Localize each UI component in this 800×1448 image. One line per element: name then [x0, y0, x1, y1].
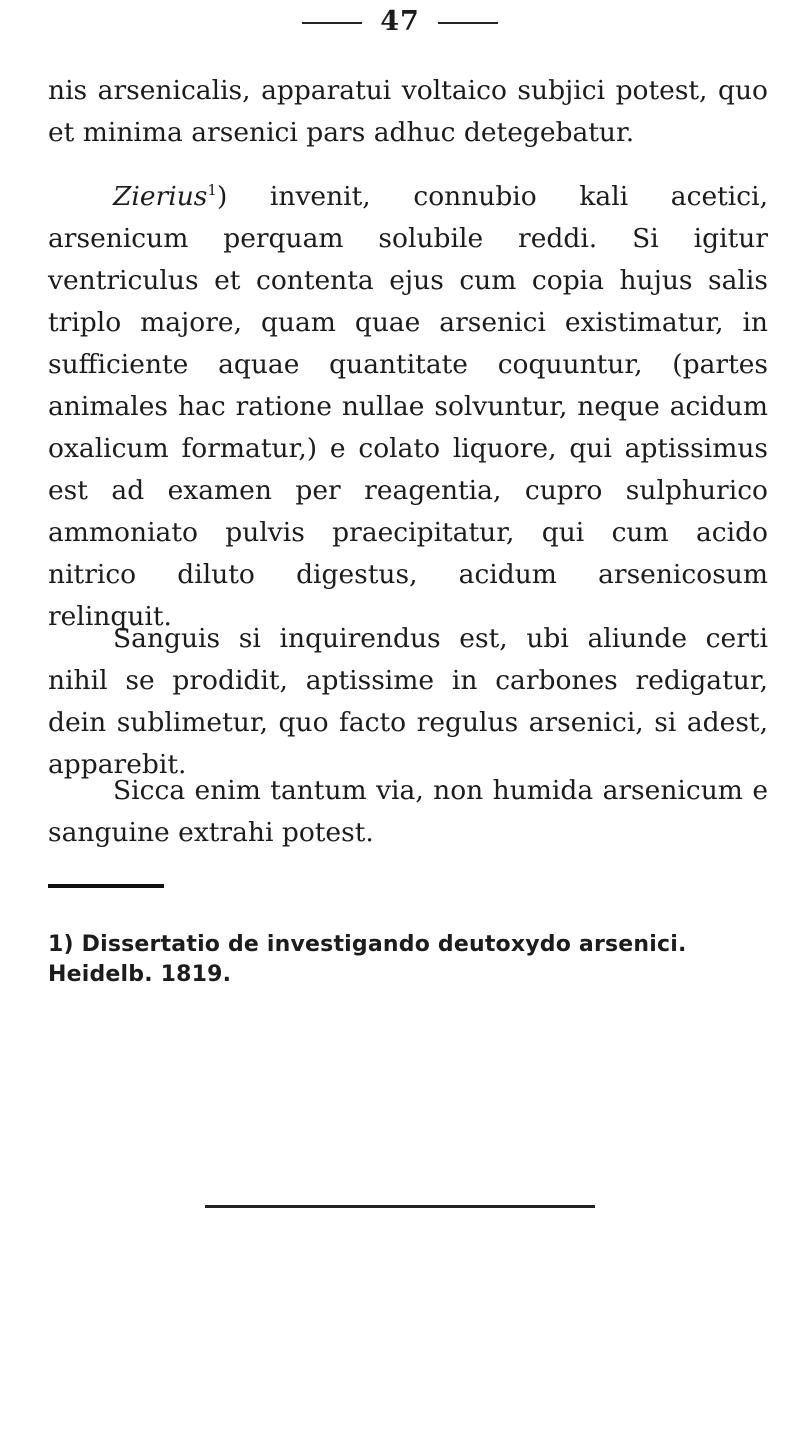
paragraph-3: Sanguis si inquirendus est, ubi aliunde certi nihil se prodidit, aptissime in carbones redigatur, dein sublimetur, quo facto regulus arsenici, si adest, apparebit.: [48, 623, 768, 780]
page-number: 47: [380, 6, 420, 37]
footnote-ref: 1: [207, 181, 217, 200]
paragraph-2-text: ) invenit, connubio kali acetici, arsenicum perquam solubile reddi. Si igitur ventriculus et contenta ejus cum copia hujus salis triplo majore, quam quae arsenici existimatur, in sufficiente aquae quantitate coquuntur, (partes animales hac ratione nullae solvuntur, neque acidum oxalicum formatur,) e colato liquore, qui aptissimus est ad examen per reagentia, cupro sulphurico ammoniato pulvis praecipitatur, qui cum acido nitrico diluto digestus, acidum arsenicosum relinquit.: [48, 181, 768, 632]
paragraph-1: nis arsenicalis, apparatui voltaico subjici potest, quo et minima arsenici pars adhuc detegebatur.: [48, 75, 768, 148]
paragraph-2: [48, 176, 768, 638]
footnote-separator: [48, 884, 164, 888]
author-name: Zierius: [113, 181, 208, 212]
bottom-rule: [205, 1205, 595, 1208]
paragraph-4: Sicca enim tantum via, non humida arsenicum e sanguine extrahi potest.: [48, 775, 768, 848]
header-rule-right: [438, 22, 498, 24]
footnote: 1) Dissertatio de investigando deutoxydo arsenici. Heidelb. 1819.: [48, 932, 687, 987]
page-header: [0, 6, 800, 37]
header-rule-left: [302, 22, 362, 24]
